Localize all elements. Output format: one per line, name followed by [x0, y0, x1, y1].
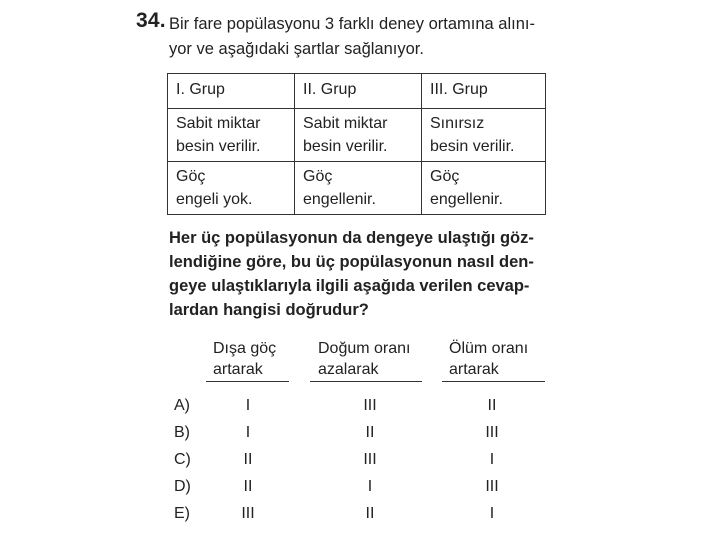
question-stem-line-1: Bir fare popülasyonu 3 farklı deney ortamına alını-	[169, 15, 535, 33]
column-header-birth-rate	[318, 338, 411, 380]
cell-line: Göç	[430, 168, 460, 185]
prompt-line: geye ulaştıklarıyla ilgili aşağıda verilen cevap-	[169, 277, 530, 295]
option-value-emigration: I	[245, 397, 251, 414]
option-value-emigration: III	[241, 505, 255, 522]
option-value-emigration: II	[243, 451, 253, 468]
option-label: C)	[174, 451, 191, 468]
migration-cell-group-3	[422, 162, 546, 215]
question-prompt	[169, 226, 534, 322]
answer-option-b[interactable]	[0, 424, 709, 450]
option-value-emigration: II	[243, 478, 253, 495]
header-line: artarak	[213, 361, 263, 378]
answer-option-c[interactable]	[0, 451, 709, 477]
cell-line: besin verilir.	[176, 138, 261, 155]
question-stem-line-2: yor ve aşağıdaki şartlar sağlanıyor.	[169, 40, 424, 58]
option-label: D)	[174, 478, 191, 495]
header-group-3: III. Grup	[422, 74, 546, 109]
prompt-line: Her üç popülasyonun da dengeye ulaştığı göz-	[169, 229, 534, 247]
food-cell-group-3	[422, 109, 546, 162]
cell-line: besin verilir.	[303, 138, 388, 155]
header-underline	[310, 381, 422, 382]
cell-line: engellenir.	[303, 191, 376, 208]
option-value-birth-rate: III	[363, 397, 377, 414]
column-header-emigration	[213, 338, 276, 380]
food-cell-group-1	[168, 109, 295, 162]
header-line: Ölüm oranı	[449, 340, 529, 357]
cell-line: engeli yok.	[176, 191, 253, 208]
option-value-death-rate: III	[485, 478, 499, 495]
food-cell-group-2	[295, 109, 422, 162]
migration-cell-group-2	[295, 162, 422, 215]
answer-option-d[interactable]	[0, 478, 709, 504]
cell-line: Göç	[303, 168, 333, 185]
conditions-table	[167, 73, 546, 215]
cell-line: engellenir.	[430, 191, 503, 208]
answer-option-e[interactable]	[0, 505, 709, 531]
option-value-death-rate: III	[485, 424, 499, 441]
header-line: azalarak	[318, 361, 379, 378]
header-group-2: II. Grup	[295, 74, 422, 109]
prompt-line: lardan hangisi doğrudur?	[169, 301, 369, 319]
header-line: Dışa göç	[213, 340, 277, 357]
cell-line: Sabit miktar	[303, 115, 388, 132]
option-value-birth-rate: II	[365, 424, 375, 441]
migration-condition-row	[168, 162, 546, 215]
header-underline	[442, 381, 545, 382]
question-number: 34.	[136, 9, 166, 32]
header-underline	[206, 381, 289, 382]
migration-cell-group-1	[168, 162, 295, 215]
header-line: artarak	[449, 361, 499, 378]
cell-line: besin verilir.	[430, 138, 515, 155]
answer-option-a[interactable]	[0, 397, 709, 423]
option-value-birth-rate: III	[363, 451, 377, 468]
column-header-death-rate	[449, 338, 528, 380]
conditions-header-row	[168, 74, 546, 109]
option-label: B)	[174, 424, 190, 441]
cell-line: Göç	[176, 168, 206, 185]
cell-line: Sabit miktar	[176, 115, 261, 132]
option-label: E)	[174, 505, 190, 522]
cell-line: Sınırsız	[430, 115, 485, 132]
option-value-death-rate: I	[489, 451, 495, 468]
header-group-1: I. Grup	[168, 74, 295, 109]
header-line: Doğum oranı	[318, 340, 411, 357]
option-value-emigration: I	[245, 424, 251, 441]
option-value-birth-rate: I	[367, 478, 373, 495]
food-condition-row	[168, 109, 546, 162]
option-value-death-rate: II	[487, 397, 497, 414]
option-value-death-rate: I	[489, 505, 495, 522]
option-label: A)	[174, 397, 190, 414]
prompt-line: lendiğine göre, bu üç popülasyonun nasıl den-	[169, 253, 534, 271]
option-value-birth-rate: II	[365, 505, 375, 522]
